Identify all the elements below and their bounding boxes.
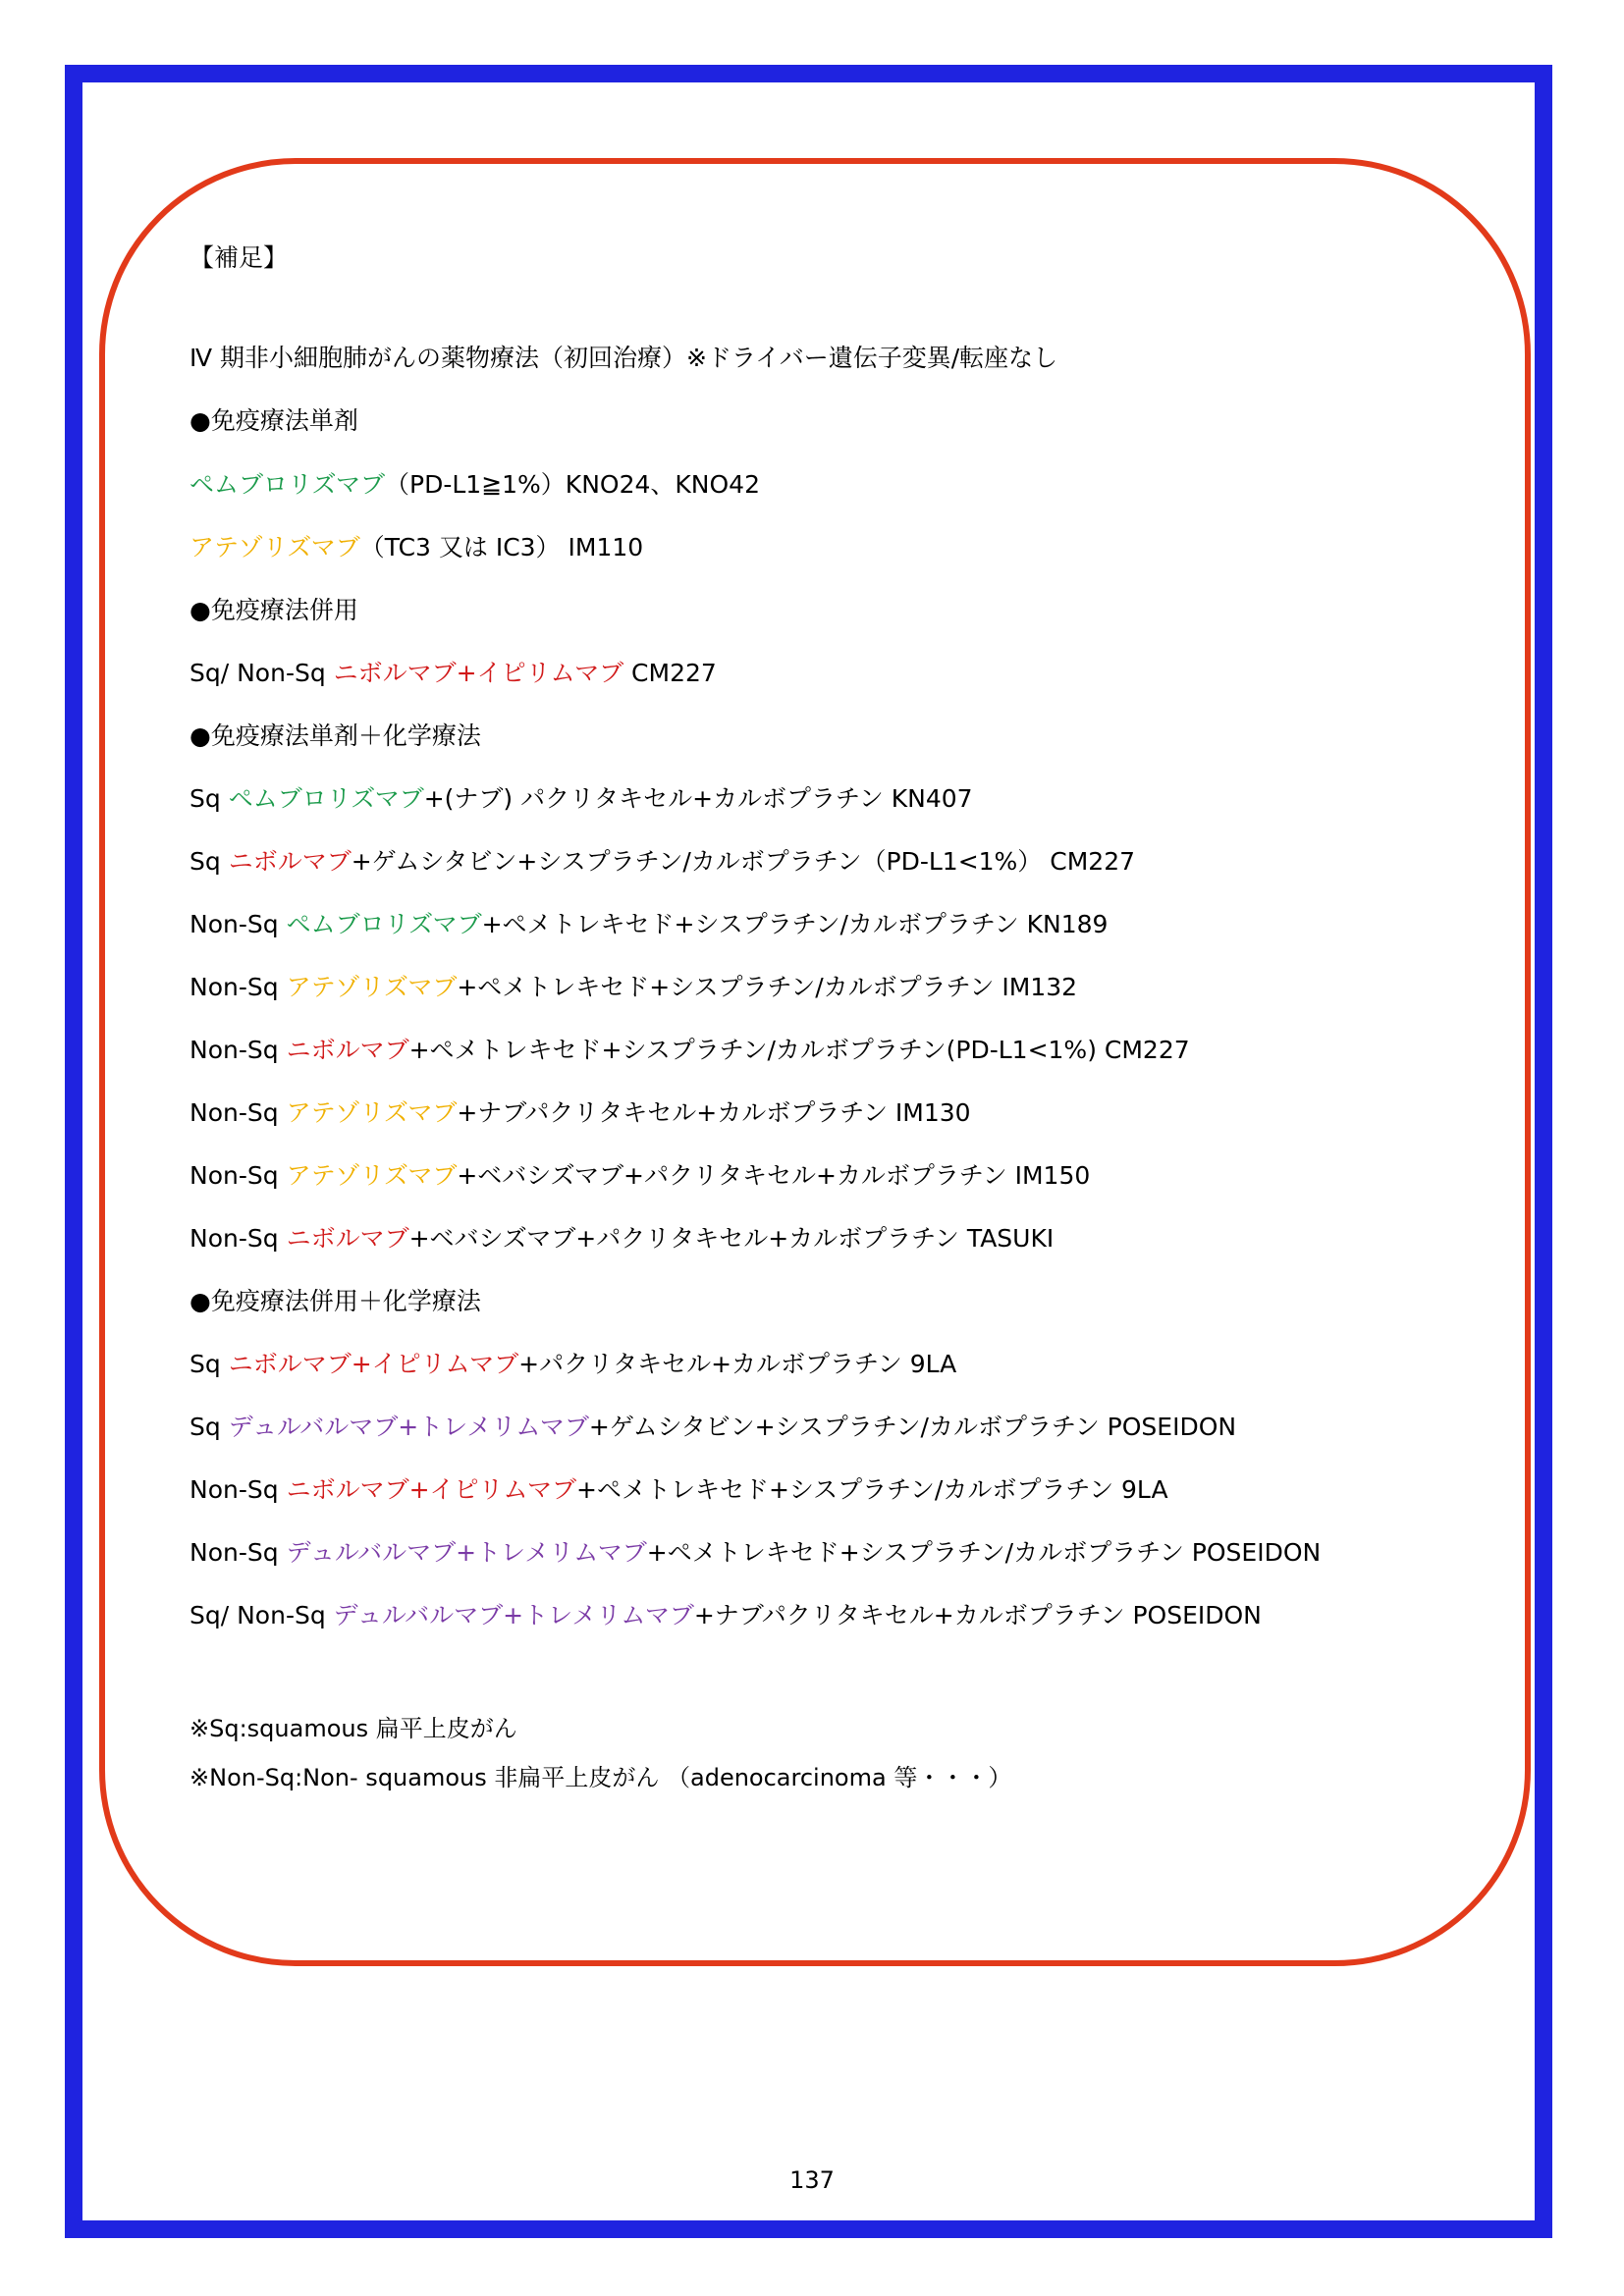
regimen-row [189, 845, 1135, 879]
regimen-row [189, 782, 973, 816]
histology: Sq [189, 1350, 229, 1378]
regimen-detail: +ナブパクリタキセル+カルボプラチン IM130 [457, 1098, 971, 1127]
drug-name: アテゾリズマブ [189, 533, 360, 561]
histology: Non-Sq [189, 1224, 287, 1253]
drug-name: ペムブロリズマブ [286, 910, 482, 938]
drug-name: アテゾリズマブ [286, 973, 458, 1001]
drug-name: デュルバルマブ+トレメリムマブ [333, 1601, 694, 1629]
histology: Non-Sq [189, 1538, 287, 1567]
histology: Sq [189, 847, 229, 876]
regimen-detail: （PD-L1≧1%）KNO24、KNO42 [385, 470, 760, 499]
drug-name: ニボルマブ+イピリムマブ [228, 1350, 519, 1378]
regimen-detail: +ペメトレキセド+シスプラチン/カルボプラチン 9LA [576, 1475, 1168, 1504]
drug-name: ニボルマブ+イピリムマブ [286, 1475, 577, 1504]
regimen-row [189, 1348, 956, 1381]
regimen-row [189, 1599, 1262, 1632]
drug-name: アテゾリズマブ [286, 1161, 458, 1190]
regimen-row [189, 657, 717, 690]
regimen-detail: +(ナブ) パクリタキセル+カルボプラチン KN407 [423, 784, 973, 813]
drug-name: ニボルマブ [286, 1224, 409, 1253]
regimen-row [189, 531, 643, 564]
regimen-detail: +ベバシズマブ+パクリタキセル+カルボプラチン IM150 [457, 1161, 1091, 1190]
regimen-row [189, 1473, 1168, 1507]
histology: Non-Sq [189, 1098, 287, 1127]
section-title-combination-chemo: ●免疫療法併用＋化学療法 [189, 1287, 481, 1315]
regimen-row [189, 1222, 1054, 1255]
drug-name: ペムブロリズマブ [228, 784, 424, 813]
histology: Sq/ Non-Sq [189, 1601, 334, 1629]
drug-name: ニボルマブ [228, 847, 352, 876]
section-title-combination: ●免疫療法併用 [189, 596, 358, 624]
subtitle: Ⅳ 期非小細胞肺がんの薬物療法（初回治療）※ドライバー遺伝子変異/転座なし [189, 344, 1058, 372]
regimen-detail: +ペメトレキセド+シスプラチン/カルボプラチン POSEIDON [646, 1538, 1322, 1567]
regimen-detail: +ゲムシタビン+シスプラチン/カルボプラチン POSEIDON [588, 1413, 1237, 1441]
footnote-nonsq: ※Non-Sq:Non- squamous 非扁平上皮がん （adenocarcinoma 等・・・） [189, 1764, 1012, 1791]
regimen-row [189, 1536, 1321, 1570]
regimen-row [189, 468, 760, 502]
regimen-detail: +ゲムシタビン+シスプラチン/カルボプラチン（PD-L1<1%） CM227 [351, 847, 1136, 876]
histology: Sq/ Non-Sq [189, 659, 334, 687]
footnote-sq: ※Sq:squamous 扁平上皮がん [189, 1715, 517, 1742]
regimen-detail: +ペメトレキセド+シスプラチン/カルボプラチン KN189 [481, 910, 1109, 938]
regimen-detail: +パクリタキセル+カルボプラチン 9LA [518, 1350, 957, 1378]
histology: Non-Sq [189, 973, 287, 1001]
histology: Sq [189, 784, 229, 813]
regimen-detail: +ペメトレキセド+シスプラチン/カルボプラチン IM132 [457, 973, 1078, 1001]
regimen-row [189, 1411, 1236, 1444]
regimen-row [189, 1096, 971, 1130]
regimen-detail: +ナブパクリタキセル+カルボプラチン POSEIDON [693, 1601, 1262, 1629]
page-number: 137 [789, 2166, 835, 2194]
histology: Sq [189, 1413, 229, 1441]
regimen-row [189, 1159, 1090, 1193]
regimen-detail: +ペメトレキセド+シスプラチン/カルボプラチン(PD-L1<1%) CM227 [408, 1036, 1190, 1064]
drug-name: ニボルマブ+イピリムマブ [333, 659, 624, 687]
regimen-row [189, 971, 1077, 1004]
histology: Non-Sq [189, 1475, 287, 1504]
drug-name: ペムブロリズマブ [189, 470, 386, 499]
section-title-mono-chemo: ●免疫療法単剤＋化学療法 [189, 721, 481, 750]
regimen-row [189, 908, 1108, 941]
heading: 【補足】 [189, 243, 289, 272]
section-title-monotherapy: ●免疫療法単剤 [189, 406, 358, 435]
regimen-row [189, 1034, 1190, 1067]
drug-name: デュルバルマブ+トレメリムマブ [228, 1413, 589, 1441]
drug-name: ニボルマブ [286, 1036, 409, 1064]
regimen-detail: （TC3 又は IC3） IM110 [359, 533, 644, 561]
regimen-detail: +ベバシズマブ+パクリタキセル+カルボプラチン TASUKI [408, 1224, 1055, 1253]
drug-name: アテゾリズマブ [286, 1098, 458, 1127]
histology: Non-Sq [189, 1161, 287, 1190]
histology: Non-Sq [189, 1036, 287, 1064]
drug-name: デュルバルマブ+トレメリムマブ [286, 1538, 647, 1567]
regimen-detail: CM227 [623, 659, 717, 687]
histology: Non-Sq [189, 910, 287, 938]
